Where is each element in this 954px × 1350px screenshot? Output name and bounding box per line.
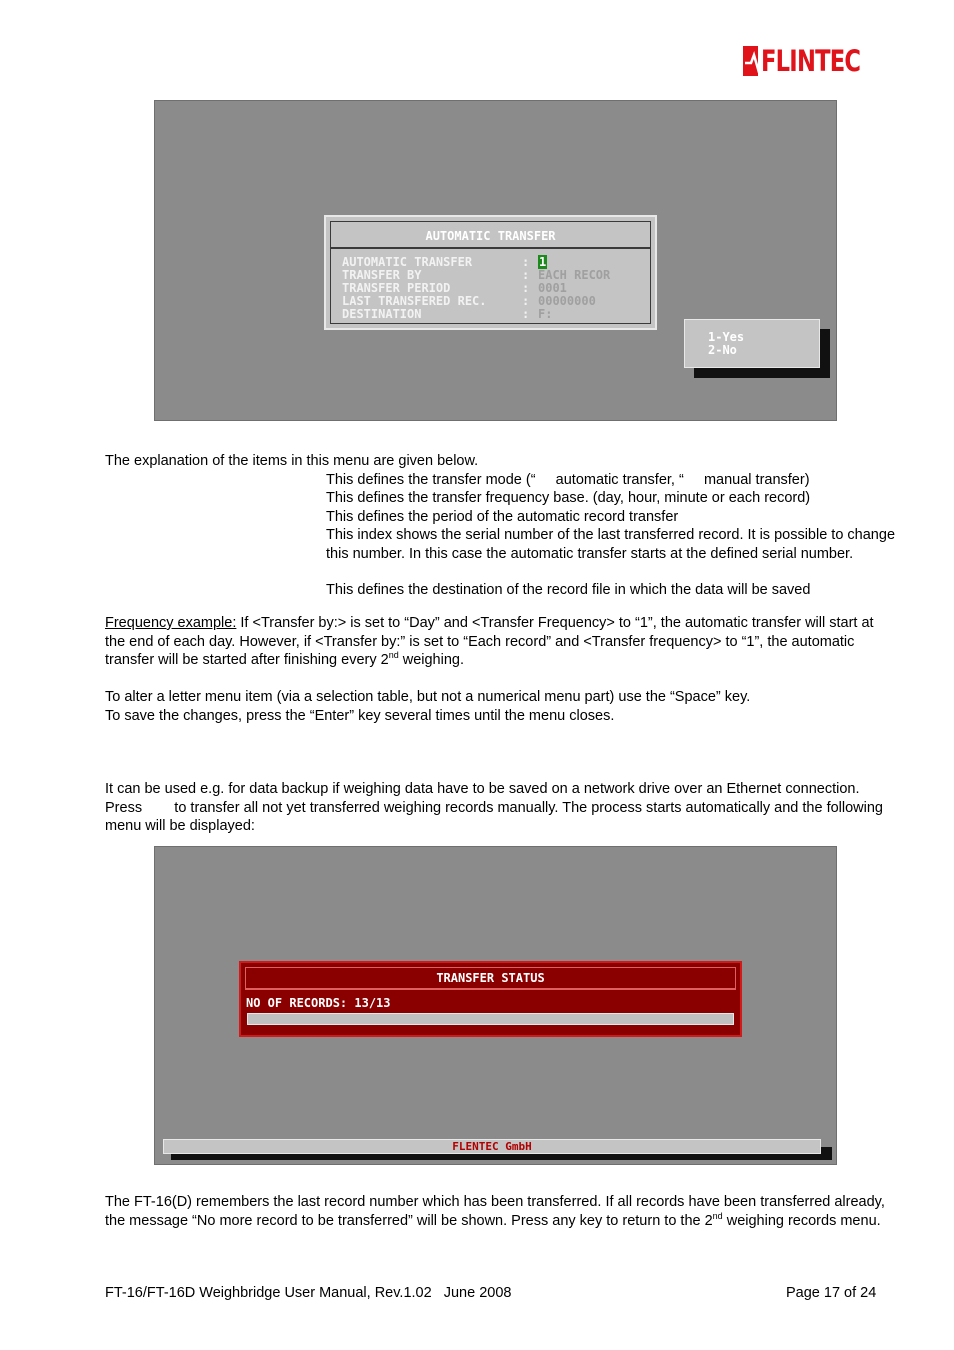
- transfer-status-dialog: [239, 961, 742, 1037]
- status-bar: FLENTEC GmbH: [163, 1139, 821, 1154]
- save-instruction: To save the changes, press the “Enter” key several times until the menu closes.: [105, 708, 615, 724]
- menu-label: TRANSFER BY: [342, 268, 422, 282]
- definition-transfer-period: This defines the period of the automatic record transfer: [326, 509, 679, 525]
- final-paragraph: The FT-16(D) remembers the last record number which has been transferred. If all records have been transferred already, the message “No more record to be transferred” will be shown. Press any key to return to the 2nd weighing records menu.: [105, 1194, 885, 1229]
- definition-automatic-transfer: This defines the transfer mode (“ automatic transfer, “ manual transfer): [326, 472, 810, 488]
- last-transferred-value[interactable]: 00000000: [538, 294, 596, 308]
- yes-no-popup: [684, 319, 820, 368]
- definition-last-transferred: This index shows the serial number of the last transferred record. It is possible to change this number. In this case the automatic transfer starts at the defined serial number.: [326, 527, 896, 562]
- logo-wave-icon: [743, 46, 758, 76]
- records-count: NO OF RECORDS: 13/13: [246, 996, 391, 1010]
- flintec-logo: [743, 44, 888, 78]
- progress-bar: [247, 1013, 734, 1025]
- menu-label: LAST TRANSFERED REC.: [342, 294, 487, 308]
- menu-label: DESTINATION: [342, 307, 422, 321]
- alter-instruction: To alter a letter menu item (via a selection table, but not a numerical menu part) use the “Space” key.: [105, 689, 751, 705]
- frequency-example: Frequency example: If <Transfer by:> is set to “Day” and <Transfer Frequency> to “1”, the automatic transfer will start at the end of each day. However, if <Transfer by:” is set to “Each record” and <Transfer frequency> to “1”, the automatic transfer will be started after finishing every 2nd weighing.: [105, 615, 874, 669]
- transfer-status-screenshot: [154, 846, 837, 1165]
- definition-destination: This defines the destination of the record file in which the data will be saved: [326, 582, 811, 598]
- intro-text: The explanation of the items in this menu are given below.: [105, 453, 479, 469]
- option-yes[interactable]: 1-Yes: [708, 330, 745, 344]
- logo-text: FLINTEC: [760, 44, 861, 78]
- menu-label: TRANSFER PERIOD: [342, 281, 451, 295]
- destination-value[interactable]: F:: [538, 307, 553, 321]
- frequency-label: Frequency example:: [105, 615, 237, 631]
- footer-title: FT-16/FT-16D Weighbridge User Manual, Rev.1.02 June 2008: [105, 1285, 512, 1301]
- menu-label: AUTOMATIC TRANSFER: [342, 255, 473, 269]
- transfer-by-value[interactable]: EACH RECOR: [538, 268, 611, 282]
- option-no[interactable]: 2-No: [708, 343, 737, 357]
- transfer-period-value[interactable]: 0001: [538, 281, 567, 295]
- automatic-transfer-value[interactable]: 1: [539, 255, 547, 269]
- dialog-title: AUTOMATIC TRANSFER: [331, 225, 650, 249]
- manual-transfer-text: It can be used e.g. for data backup if weighing data have to be saved on a network drive over an Ethernet connection. Press to transfer all not yet transferred weighing records manually. The process starts automatically and the following menu will be displayed:: [105, 781, 888, 835]
- page-number: Page 17 of 24: [786, 1285, 877, 1301]
- definition-transfer-by: This defines the transfer frequency base. (day, hour, minute or each record): [326, 490, 811, 506]
- transfer-status-title: TRANSFER STATUS: [245, 967, 736, 990]
- automatic-transfer-dialog: AUTOMATIC TRANSFER AUTOMATIC TRANSFER TRANSFER BY TRANSFER PERIOD LAST TRANSFERED REC. DESTINATION : : : : : 1 EACH RECOR 0001 00000000 F:: [324, 215, 657, 330]
- automatic-transfer-screenshot: [154, 100, 837, 421]
